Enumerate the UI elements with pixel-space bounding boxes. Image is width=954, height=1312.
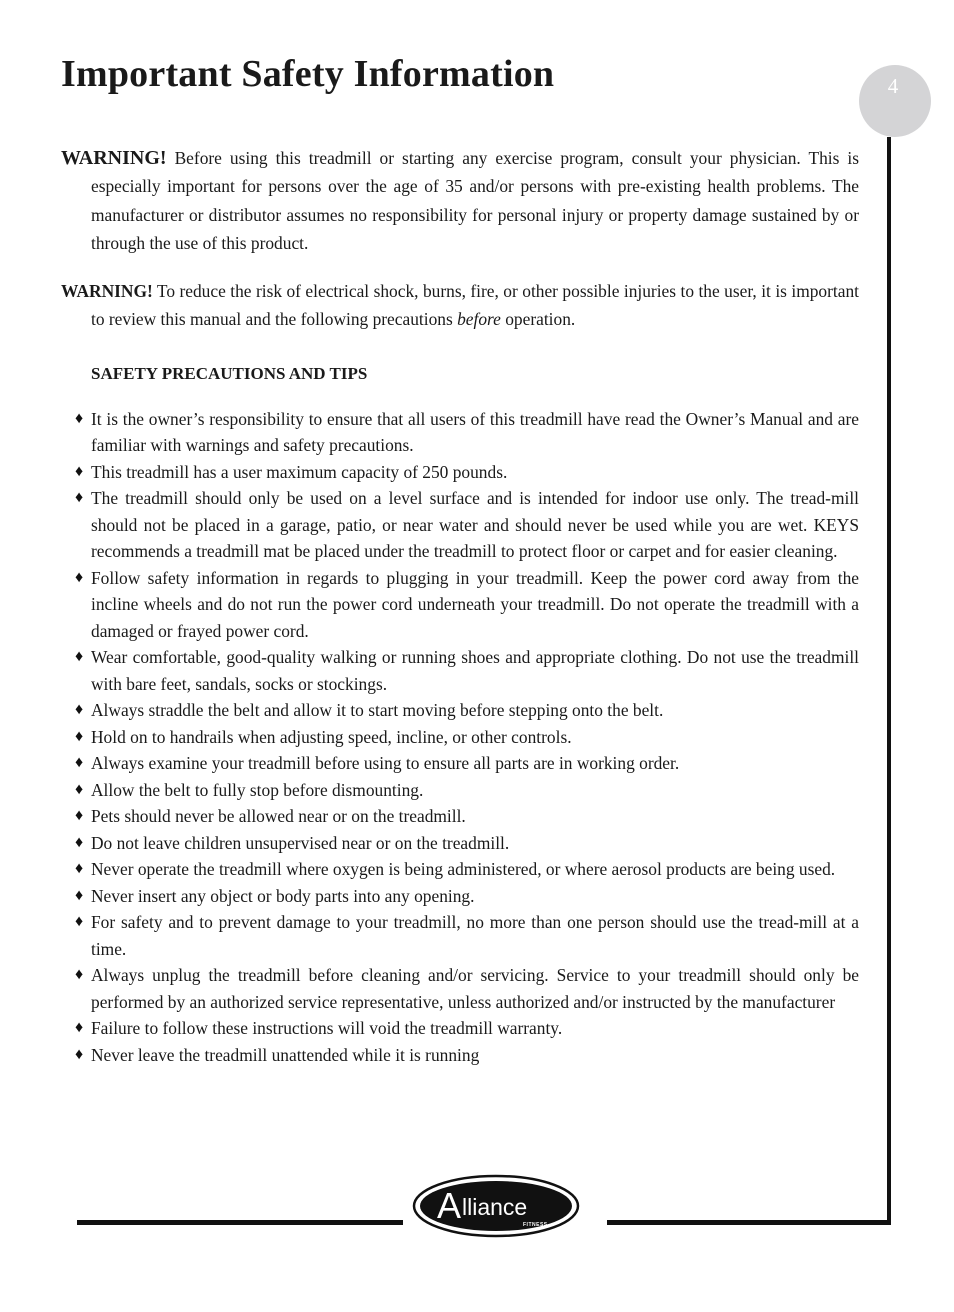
list-item-text: Follow safety information in regards to plugging in your treadmill. Keep the power cord away from the incline wheels and do not run the power cord underneath your treadmill. Do not operate the treadmill with a damaged or frayed power cord. [91, 567, 859, 641]
diamond-bullet-icon: ♦ [75, 886, 84, 904]
diamond-bullet-icon: ♦ [75, 727, 84, 745]
list-item [61, 1042, 859, 1069]
list-item [61, 883, 859, 910]
list-item [61, 909, 859, 962]
list-item [61, 406, 859, 459]
list-item [61, 565, 859, 645]
bottom-rule-right [607, 1220, 891, 1225]
list-item [61, 777, 859, 804]
diamond-bullet-icon: ♦ [75, 966, 84, 984]
diamond-bullet-icon: ♦ [75, 754, 84, 772]
list-item-text: Never operate the treadmill where oxygen is being administered, or where aerosol products are being used. [91, 859, 836, 880]
list-item-text: Never leave the treadmill unattended while it is running [91, 1044, 480, 1065]
warning-text: To reduce the risk of electrical shock, burns, fire, or other possible injuries to the user, it is important to review this manual and the following precautions [91, 281, 859, 330]
logo-tagline: FITNESS [523, 1222, 548, 1228]
list-item-text: Always straddle the belt and allow it to start moving before stepping onto the belt. [91, 700, 664, 721]
page-title: Important Safety Information [61, 53, 555, 95]
list-item-text: Always examine your treadmill before using to ensure all parts are in working order. [91, 753, 680, 774]
warning-label: WARNING! [61, 281, 153, 302]
list-item [61, 830, 859, 857]
list-item-text: It is the owner’s responsibility to ensure that all users of this treadmill have read the Owner’s Manual and are familiar with warnings and safety precautions. [91, 408, 859, 456]
list-item-text: This treadmill has a user maximum capacity of 250 pounds. [91, 461, 508, 482]
right-border-rule [887, 137, 891, 1225]
page-number-badge [859, 65, 931, 137]
diamond-bullet-icon: ♦ [75, 701, 84, 719]
list-item [61, 459, 859, 486]
warning-electrical [61, 277, 859, 334]
list-item-text: Pets should never be allowed near or on the treadmill. [91, 806, 466, 827]
diamond-bullet-icon: ♦ [75, 1045, 84, 1063]
precautions-heading: SAFETY PRECAUTIONS AND TIPS [91, 363, 368, 383]
diamond-bullet-icon: ♦ [75, 409, 84, 427]
list-item-text: Hold on to handrails when adjusting speed, incline, or other controls. [91, 726, 572, 747]
list-item [61, 750, 859, 777]
diamond-bullet-icon: ♦ [75, 1019, 84, 1037]
alliance-fitness-logo [411, 1173, 581, 1239]
list-item [61, 724, 859, 751]
list-item [61, 962, 859, 1015]
warning-physician [61, 144, 859, 257]
warning-label: WARNING! [61, 147, 167, 169]
diamond-bullet-icon: ♦ [75, 648, 84, 666]
list-item [61, 697, 859, 724]
list-item [61, 1015, 859, 1042]
bottom-rule-left [77, 1220, 403, 1225]
list-item-text: Failure to follow these instructions will void the treadmill warranty. [91, 1018, 563, 1039]
list-item [61, 856, 859, 883]
list-item-text: Do not leave children unsupervised near or on the treadmill. [91, 832, 510, 853]
logo-initial: A [437, 1185, 462, 1226]
list-item-text: Never insert any object or body parts into any opening. [91, 885, 475, 906]
list-item [61, 485, 859, 565]
diamond-bullet-icon: ♦ [75, 568, 84, 586]
diamond-bullet-icon: ♦ [75, 807, 84, 825]
logo-word: lliance [462, 1194, 528, 1220]
warning-text-end: operation. [500, 309, 576, 330]
diamond-bullet-icon: ♦ [75, 833, 84, 851]
main-content [61, 144, 859, 1068]
diamond-bullet-icon: ♦ [75, 913, 84, 931]
diamond-bullet-icon: ♦ [75, 780, 84, 798]
warning-emphasis: before [457, 309, 501, 330]
list-item-text: Always unplug the treadmill before cleaning and/or servicing. Service to your treadmill should only be performed by an authorized service representative, unless authorized and/or instructed by the manufacturer [91, 965, 859, 1012]
list-item-text: The treadmill should only be used on a level surface and is intended for indoor use only. The tread-mill should not be placed in a garage, patio, or near water and should never be used while you are wet. KEYS recommends a treadmill mat be placed under the treadmill to protect floor or carpet and for easier cleaning. [91, 488, 859, 562]
list-item [61, 803, 859, 830]
list-item [61, 644, 859, 697]
list-item-text: Wear comfortable, good-quality walking or running shoes and appropriate clothing. Do not use the treadmill with bare feet, sandals, socks or stockings. [91, 647, 859, 694]
warning-text: Before using this treadmill or starting any exercise program, consult your physician. This is especially important for persons over the age of 35 and/or persons with pre-existing health problems. The manufacturer or distributor assumes no responsibility for personal injury or property damage sustained by or through the use of this product. [91, 148, 859, 253]
list-item-text: For safety and to prevent damage to your treadmill, no more than one person should use the tread-mill at a time. [91, 912, 859, 959]
diamond-bullet-icon: ♦ [75, 489, 84, 507]
precautions-list [61, 406, 859, 1069]
page-number: 4 [887, 74, 899, 98]
diamond-bullet-icon: ♦ [75, 462, 84, 480]
list-item-text: Allow the belt to fully stop before dismounting. [91, 779, 424, 800]
diamond-bullet-icon: ♦ [75, 860, 84, 878]
